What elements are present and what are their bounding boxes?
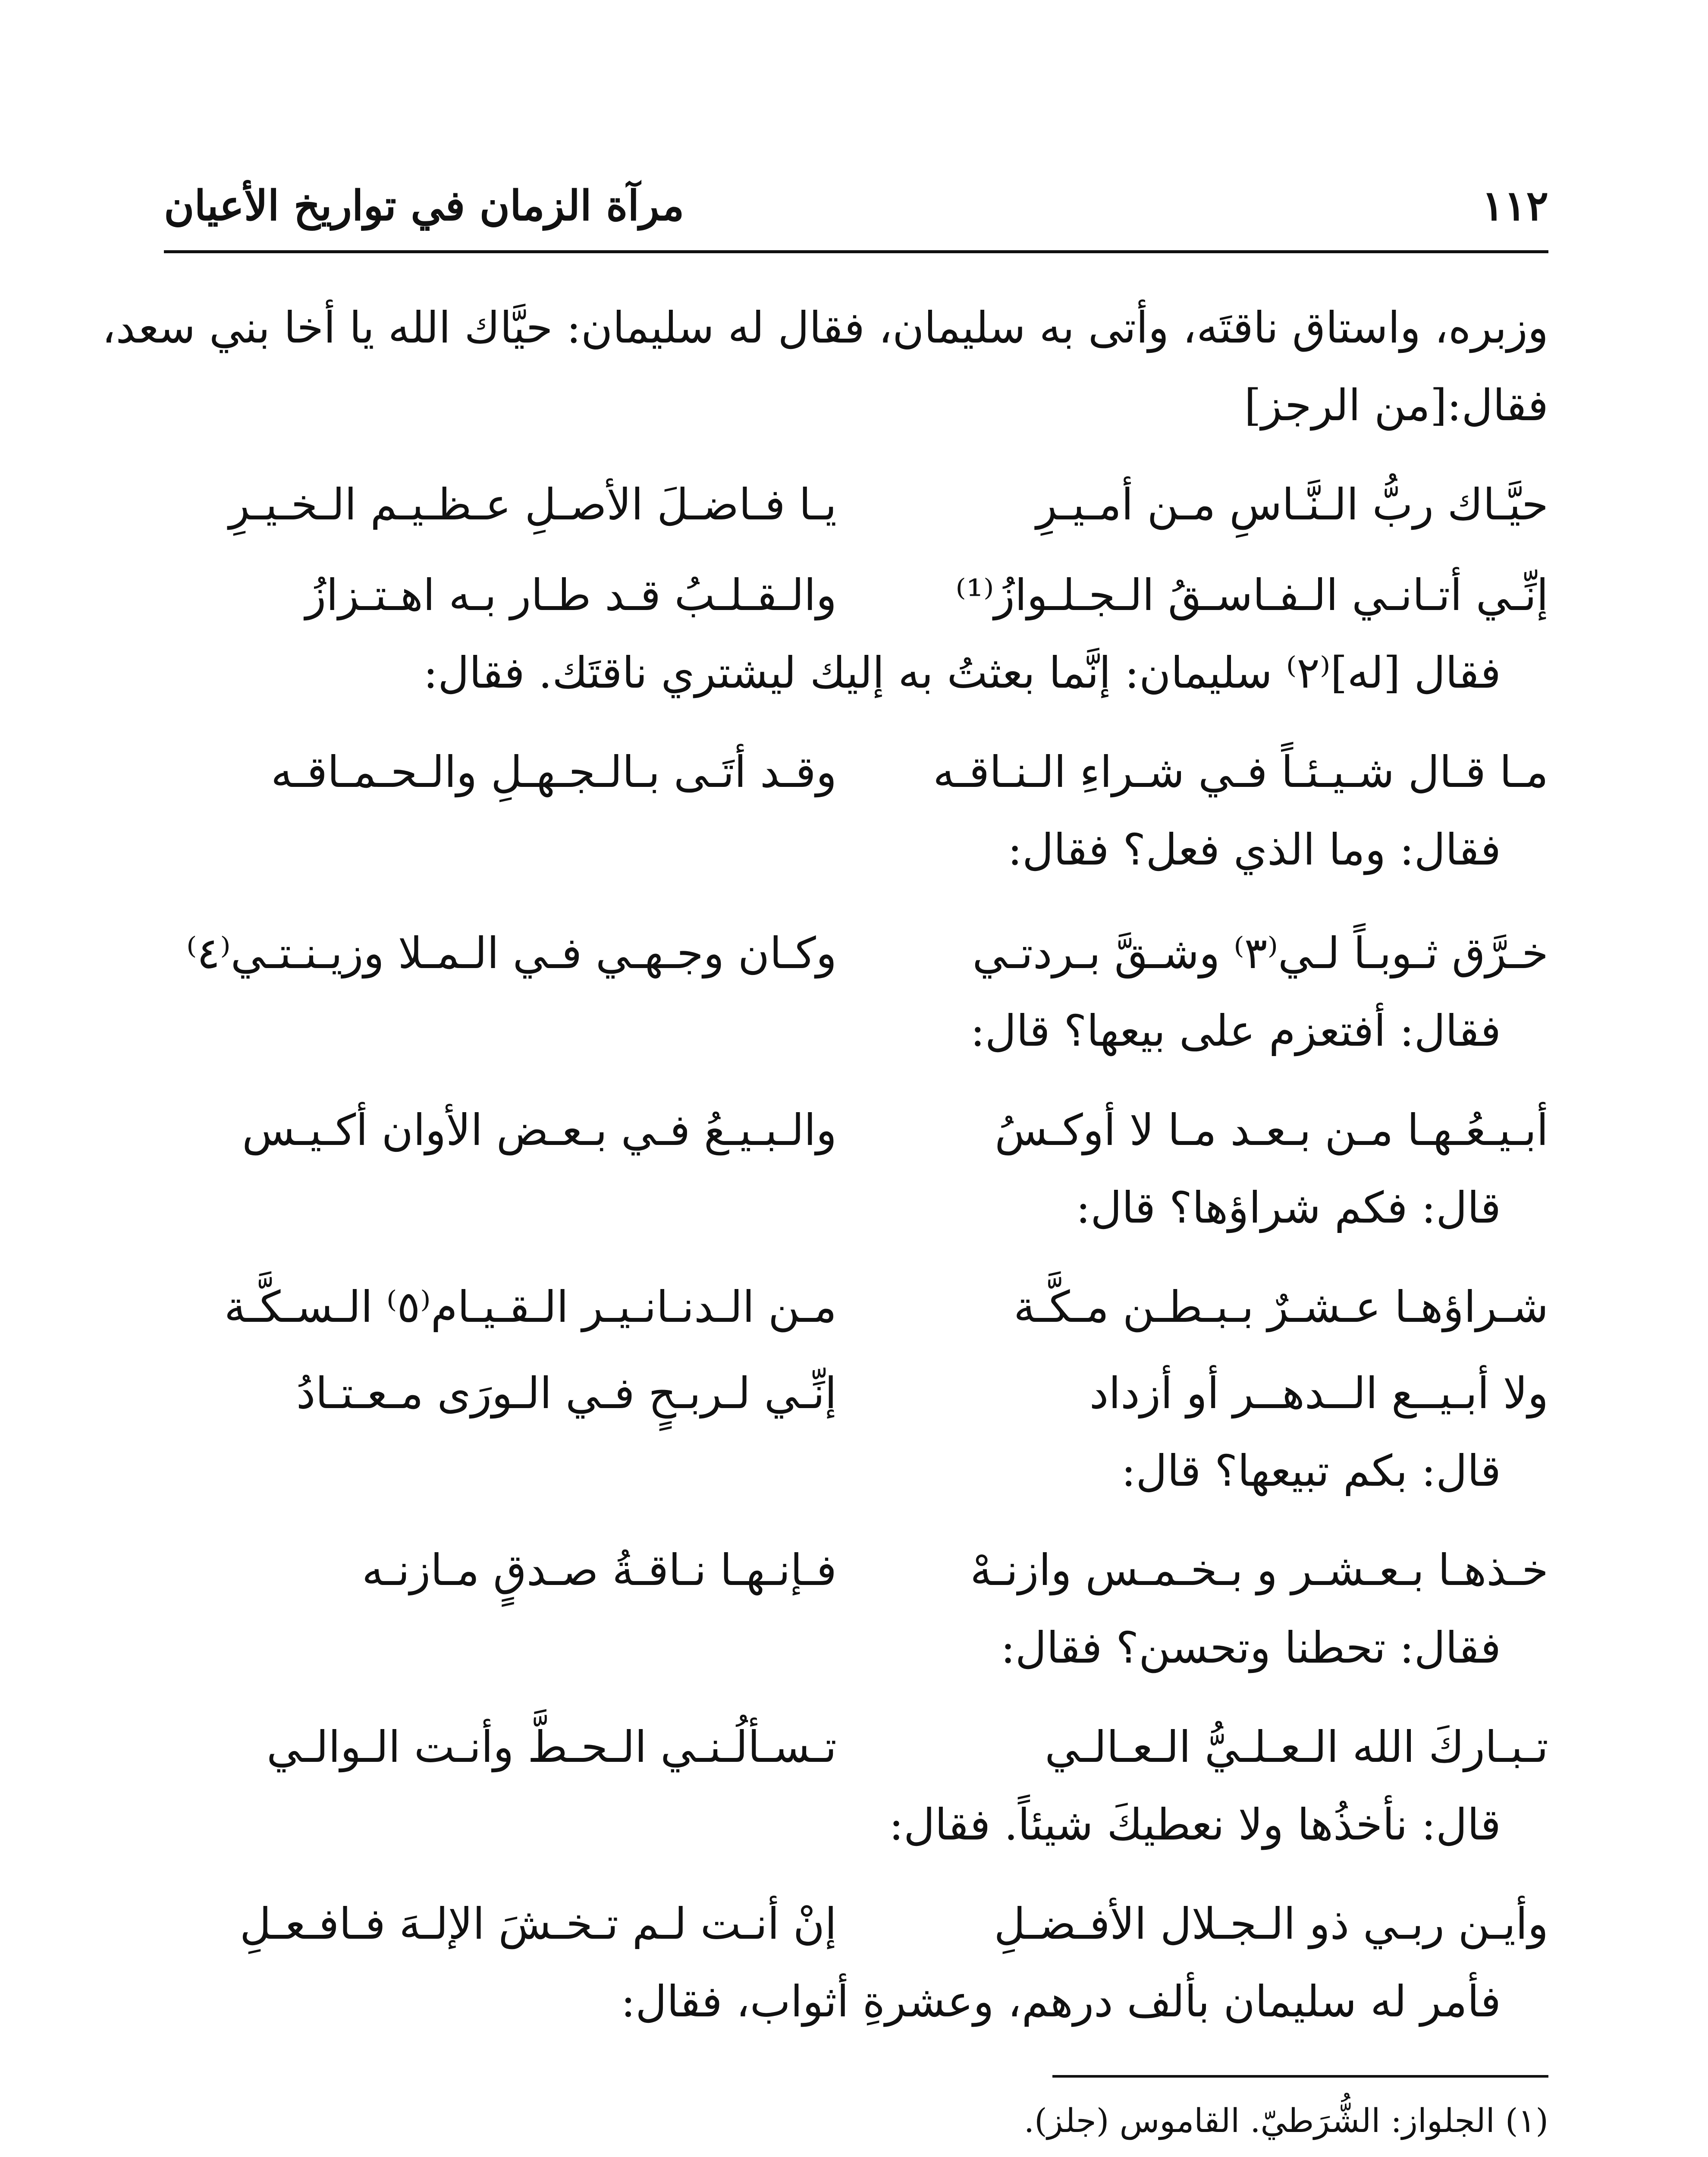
verse-hemistich-left: تـسـألُـنـي الـحـطَّ وأنـت الـوالـي [267, 1722, 837, 1772]
prose-line: فقال [له]⁽٢⁾ سليمان: إنَّما بعثتُ به إليك ليشتري ناقتَك. فقال: [423, 648, 1501, 698]
verse-hemistich-left: فـإنـهـا نـاقـةُ صـدقٍ مـازنـه [362, 1545, 837, 1595]
verse-hemistich-left: مـن الـدنـانـيـر الـقـيـام⁽٥⁾ الـسـكَّـة [224, 1282, 837, 1332]
prose-line: فقال: أفتعزم على بيعها؟ قال: [970, 1006, 1501, 1056]
page-header [164, 164, 1548, 253]
verse-hemistich-left: إنْ أنـت لـم تـخـشَ الإلـهَ فـافـعـلِ [239, 1899, 837, 1949]
footnote: (١) الجلواز: الشُّرَطيّ. القاموس (جلز). [1024, 2101, 1548, 2140]
prose-line: قال: فكم شراؤها؟ قال: [1076, 1182, 1501, 1233]
verse-hemistich-right: إنِّـي أتـانـي الـفـاسـقُ الـجـلـوازُ⁽¹⁾ [955, 570, 1548, 620]
verse-hemistich-left: يـا فـاضـلَ الأصـلِ عـظـيـم الـخـيـرِ [229, 479, 837, 530]
prose-line: قال: نأخذُها ولا نعطيكَ شيئاً. فقال: [889, 1799, 1501, 1850]
verse-hemistich-right: شـراؤهـا عـشـرٌ بـبـطـن مـكَّـة [1014, 1282, 1548, 1332]
page-number: ١١٢ [1482, 181, 1548, 230]
prose-line: فقال: تحطنا وتحسن؟ فقال: [1001, 1622, 1501, 1673]
verse-hemistich-right: تـبـاركَ الله الـعـلـيُّ الـعـالـي [1045, 1722, 1548, 1772]
verse-hemistich-right: ولا أبـيــع الــدهــر أو أزداد [1089, 1368, 1548, 1418]
verse-hemistich-left: والـقـلـبُ قـد طـار بـه اهـتـزازُ [305, 570, 837, 620]
verse-hemistich-right: خـذهـا بـعـشـر و بـخـمـس وازنـهْ [970, 1545, 1548, 1595]
prose-line: فأمر له سليمان بألف درهم، وعشرةِ أثواب، فقال: [621, 1976, 1501, 2027]
verse-hemistich-right: وأيـن ربـي ذو الـجـلال الأفـضـلِ [994, 1899, 1548, 1949]
prose-line: وزبره، واستاق ناقتَه، وأتى به سليمان، فقال له سليمان: حيَّاك الله يا أخا بني سعد، [102, 302, 1548, 353]
prose-line: فقال:[من الرجز] [1244, 380, 1548, 431]
verse-hemistich-right: أبـيـعُـهـا مـن بـعـد مـا لا أوكـسُ [995, 1105, 1548, 1155]
verse-hemistich-left: إنِّـي لـربـحٍ فـي الـورَى مـعـتـادُ [296, 1368, 837, 1418]
prose-line: فقال: وما الذي فعل؟ فقال: [1008, 824, 1501, 875]
verse-hemistich-left: وكـان وجـهـي فـي الـمـلا وزيـنـتـي⁽٤⁾ [186, 928, 837, 978]
verse-hemistich-right: خـرَّق ثـوبـاً لـي⁽٣⁾ وشـقَّ بـردتـي [972, 928, 1548, 978]
running-title: مرآة الزمان في تواريخ الأعيان [164, 181, 684, 230]
footnote-divider [1052, 2075, 1548, 2078]
prose-line: قال: بكم تبيعها؟ قال: [1121, 1446, 1501, 1496]
verse-hemistich-right: مـا قـال شـيـئـاً فـي شـراءِ الـنـاقـه [933, 747, 1548, 797]
verse-hemistich-left: والـبـيـعُ فـي بـعـض الأوان أكـيـس [242, 1105, 837, 1155]
verse-hemistich-right: حيَّـاك ربُّ الـنَّـاسِ مـن أمـيـرِ [1036, 479, 1548, 530]
verse-hemistich-left: وقـد أتَـى بـالـجـهـلِ والـحـمـاقـه [271, 747, 837, 797]
